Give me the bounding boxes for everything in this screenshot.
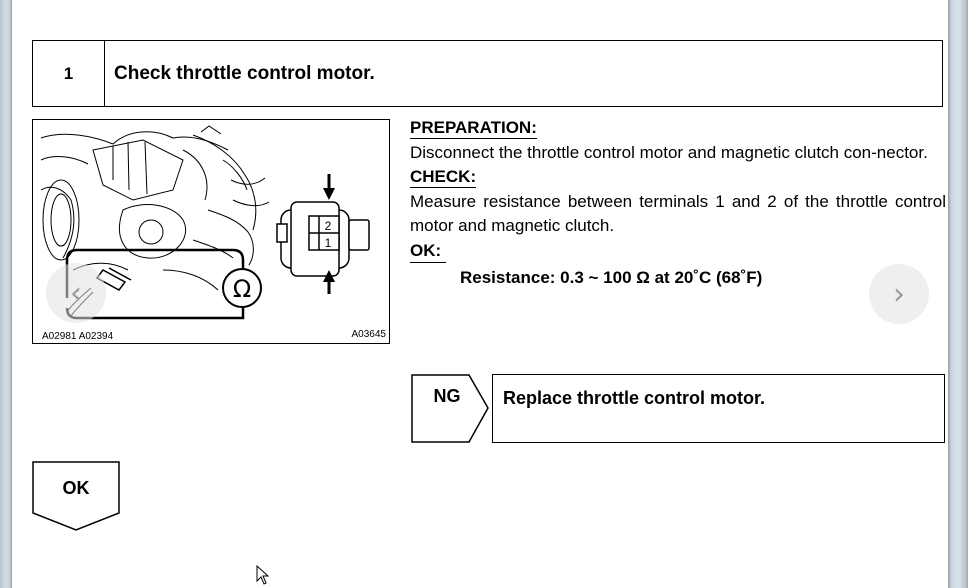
ng-tag-shape [411, 374, 491, 443]
chevron-right-icon: › [893, 276, 905, 312]
window-frame-left [0, 0, 12, 588]
ng-action-box [492, 374, 945, 443]
instructions [410, 116, 946, 291]
chevron-left-icon: ‹ [70, 275, 82, 311]
ng-label: NG [433, 386, 461, 406]
figure-code-left: A02981 A02394 [42, 331, 114, 342]
previous-page-button[interactable] [46, 263, 106, 323]
preparation-heading: PREPARATION: [410, 118, 537, 137]
ng-action-text: Replace throttle control motor. [503, 388, 766, 408]
ok-spec-heading: OK: [410, 240, 442, 260]
step-title: Check throttle control motor. [114, 62, 375, 84]
step-number: 1 [33, 41, 105, 106]
resistance-spec: Resistance: 0.3 ~ 100 Ω at 20˚C (68˚F) [460, 268, 763, 287]
ohm-symbol: Ω [232, 275, 252, 303]
mouse-pointer-icon [256, 565, 270, 585]
preparation-text: Disconnect the throttle control motor and magnetic clutch con-nector. [410, 142, 928, 162]
window-frame-right [948, 0, 968, 588]
ok-tag [32, 461, 120, 531]
figure-code-right: A03645 [351, 329, 386, 340]
terminal-1-label: 1 [324, 236, 332, 250]
next-page-button[interactable] [869, 264, 929, 324]
terminal-2-label: 2 [324, 219, 332, 233]
step-header [32, 40, 943, 107]
ng-tag [411, 374, 491, 443]
ok-spec-underline [410, 262, 446, 263]
check-heading: CHECK: [410, 167, 477, 186]
check-text: Measure resistance between terminals 1 and 2 of the throttle control motor and magnetic clutch. [410, 191, 946, 235]
ok-label: OK [62, 478, 90, 498]
